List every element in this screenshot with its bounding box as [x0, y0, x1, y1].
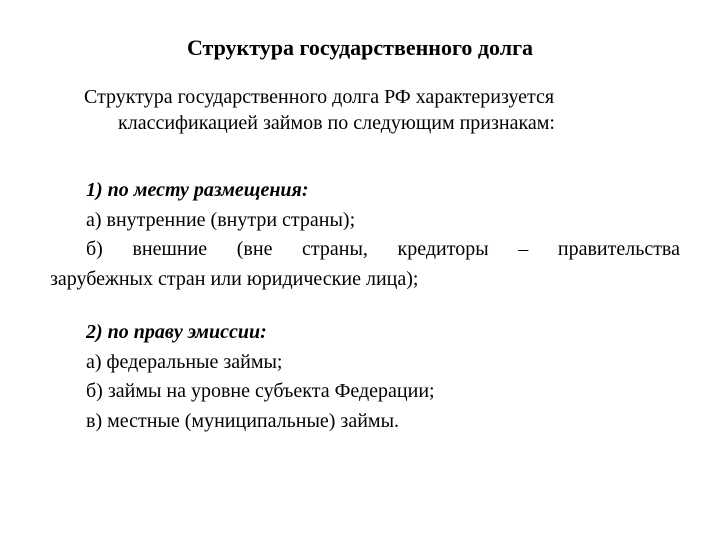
section-heading-emission: 2) по праву эмиссии: — [86, 321, 267, 343]
list-item-regional: б) займы на уровне субъекта Федерации; — [86, 380, 435, 402]
section-heading-placement: 1) по месту размещения: — [86, 179, 309, 201]
list-item-external-continuation: зарубежных стран или юридические лица); — [50, 267, 419, 290]
intro-line-2: классификацией займов по следующим признакам: — [118, 112, 555, 134]
list-item-external: б) внешние (вне страны, кредиторы – правительства — [86, 238, 680, 260]
slide-title: Структура государственного долга — [186, 35, 534, 60]
list-item-federal: а) федеральные займы; — [86, 350, 283, 373]
section-placement — [50, 176, 680, 294]
intro-paragraph — [84, 84, 674, 136]
list-item-municipal: в) местные (муниципальные) займы. — [86, 409, 400, 432]
intro-line-1: Структура государственного долга РФ характеризуется — [84, 86, 555, 108]
list-item-domestic: а) внутренние (внутри страны); — [86, 208, 356, 231]
section-emission — [50, 318, 680, 436]
